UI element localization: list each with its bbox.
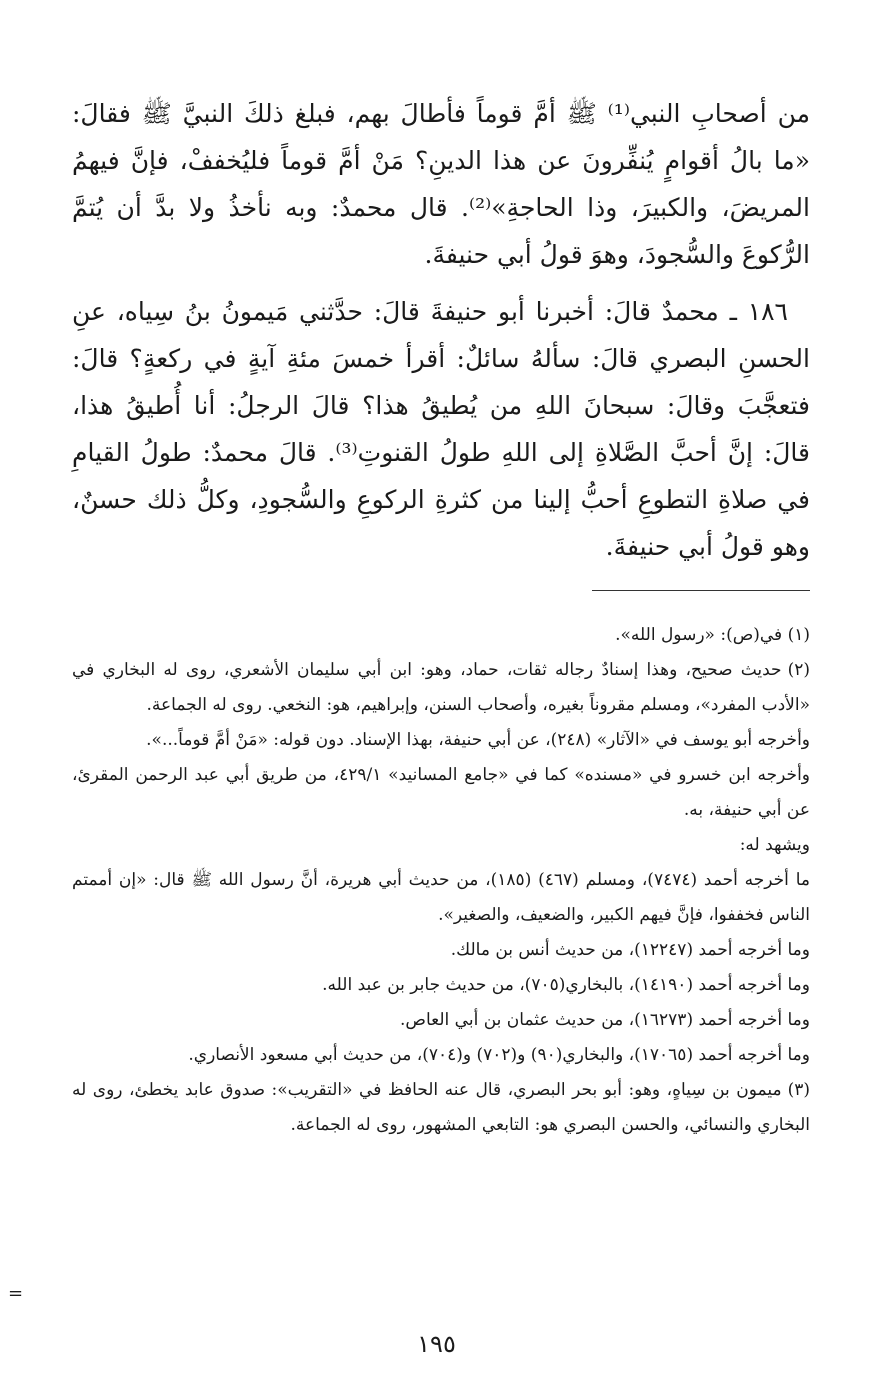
footnote-1: (١) في(ص): «رسول الله». [615,625,810,645]
page-number: ١٩٥ [417,1330,456,1358]
page-body [72,90,810,1135]
footnote-2-c: وأخرجه ابن خسرو في «مسنده» كما في «جامع المسانيد» ٤٢٩/١، من طريق أبي عبد الرحمن المقرئ، عن أبي حنيفة، به. [72,765,810,820]
footnote-separator [592,590,810,591]
footnote-2-number: (٢) [787,660,810,680]
continuation-mark: = [8,1283,24,1304]
main-text [72,90,810,570]
footnote-2-b: وأخرجه أبو يوسف في «الآثار» (٢٤٨)، عن أبي حنيفة، بهذا الإسناد. دون قوله: «مَنْ أمَّ قوماً...». [146,730,810,750]
footnote-2-g: وما أخرجه أحمد (١٤١٩٠)، بالبخاري(٧٠٥)، من حديث جابر بن عبد الله. [322,975,810,995]
footnote-3-text: ميمون بن سِياهٍ، وهو: أبو بحر البصري، قال عنه الحافظ في «التقريب»: صدوق عابد يخطئ، روى له البخاري والنسائي، والحسن البصري هو: التابعي المشهور، روى له الجماعة. [72,1080,810,1135]
footnote-2-f: وما أخرجه أحمد (١٢٢٤٧)، من حديث أنس بن مالك. [450,940,810,960]
footnote-2-d: ويشهد له: [739,835,810,855]
footnote-2-h: وما أخرجه أحمد (١٦٢٧٣)، من حديث عثمان بن أبي العاص. [400,1010,810,1030]
footnote-3 [72,1073,810,1143]
paragraph-186: ١٨٦ ـ محمدٌ قالَ: أخبرنا أبو حنيفةَ قالَ: حدَّثني مَيمونُ بنُ سِياه، عنِ الحسنِ البصري قالَ: سألهُ سائلٌ: أقرأ خمسَ مئةِ آيةٍ في ركعةٍ؟ قالَ: فتعجَّبَ وقالَ: سبحانَ اللهِ من يُطيقُ هذا؟ قالَ الرجلُ: أنا أُطيقُ هذا، قالَ: إنَّ أحبَّ الصَّلاةِ إلى اللهِ طولُ القنوتِ⁽³⁾. قالَ محمدٌ: طولُ القيامِ في صلاةِ التطوعِ أحبُّ إلينا من كثرةِ الركوعِ والسُّجودِ، وكلُّ ذلك حسنٌ، وهو قولُ أبي حنيفةَ. [72,297,810,561]
footnotes [72,618,810,1143]
footnote-2-i: وما أخرجه أحمد (١٧٠٦٥)، والبخاري(٩٠) و(٧٠٢) و(٧٠٤)، من حديث أبي مسعود الأنصاري. [188,1045,810,1065]
footnote-2-e: ما أخرجه أحمد (٧٤٧٤)، ومسلم (٤٦٧) (١٨٥)، من حديث أبي هريرة، أنَّ رسول الله ﷺ قال: «إن أممتم الناس فخففوا، فإنَّ فيهم الكبير، والضعيف، والصغير». [72,870,810,925]
footnote-2-text-a: حديث صحيح، وهذا إسنادٌ رجاله ثقات، حماد، وهو: ابن أبي سليمان الأشعري، روى له البخاري في «الأدب المفرد»، ومسلم مقروناً بغيره، وأصحاب السنن، وإبراهيم، هو: النخعي. روى له الجماعة. [72,660,810,715]
footnote-2 [72,653,810,723]
paragraph-185-continuation: من أصحابِ النبي⁽¹⁾ ﷺ أمَّ قوماً فأطالَ بهم، فبلغ ذلكَ النبيَّ ﷺ فقالَ: «ما بالُ أقوامٍ يُنفِّرونَ عن هذا الدينِ؟ مَنْ أمَّ قوماً فليُخففْ، فإنَّ فيهمُ المريضَ، والكبيرَ، وذا الحاجةِ»⁽²⁾. قال محمدٌ: وبه نأخذُ ولا بدَّ أن يُتمَّ الرُّكوعَ والسُّجودَ، وهوَ قولُ أبي حنيفةَ. [72,99,810,269]
footnote-3-number: (٣) [787,1080,810,1100]
